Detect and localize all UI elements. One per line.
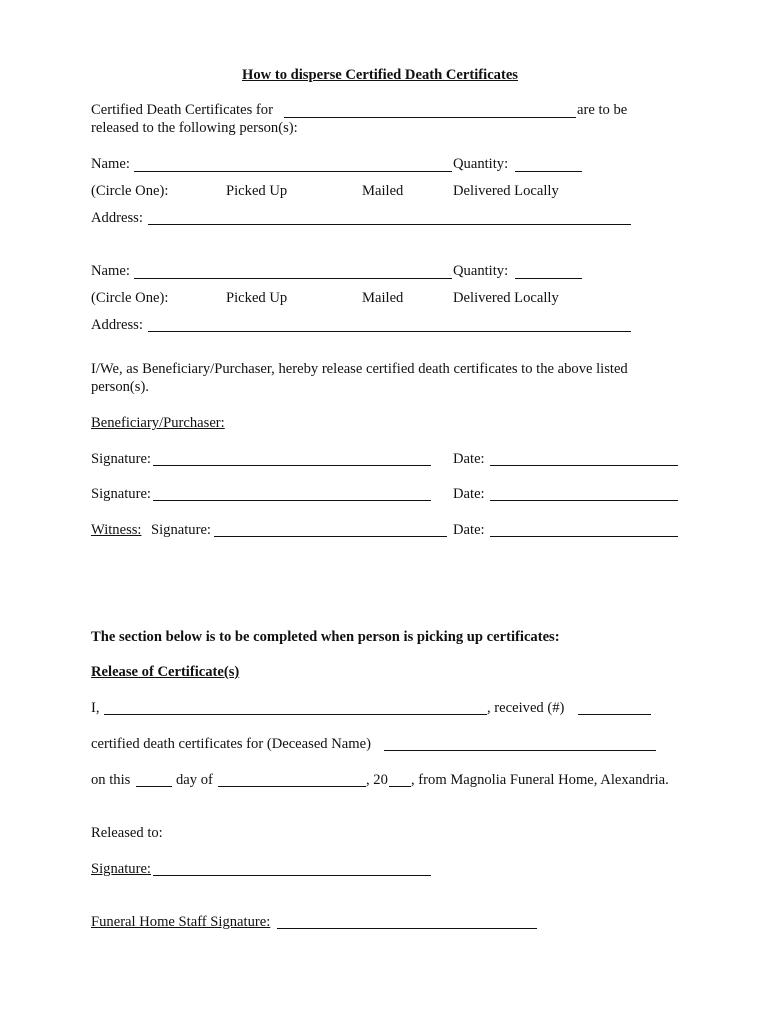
release-certs-for-label: certified death certificates for (Deceased Name) [91,736,371,752]
beneficiary-heading: Beneficiary/Purchaser: [91,415,225,431]
beneficiary-date-1-line[interactable] [490,465,678,466]
recipient-1-quantity-label: Quantity: [453,156,509,172]
release-received-label: , received (#) [487,700,565,716]
beneficiary-date-1-label: Date: [453,451,485,467]
section-note: The section below is to be completed when person is picking up certificates: [91,629,560,645]
release-year-prefix: , 20 [366,772,388,788]
recipient-1-circle-label: (Circle One): [91,183,169,199]
release-day-of-label: day of [176,772,213,788]
release-heading: Release of Certificate(s) [91,664,240,680]
recipient-1-address-line[interactable] [148,224,631,225]
recipient-2-quantity-line[interactable] [515,278,582,279]
page-title: How to disperse Certified Death Certificates [242,67,518,83]
recipient-1-address-label: Address: [91,210,143,226]
recipient-1-option-delivered[interactable]: Delivered Locally [453,183,559,199]
intro-prefix: Certified Death Certificates for [91,102,273,118]
release-count-line[interactable] [578,714,651,715]
release-i-label: I, [91,700,100,716]
recipient-2-address-line[interactable] [148,331,631,332]
release-on-this-label: on this [91,772,131,788]
recipient-2-address-label: Address: [91,317,143,333]
recipient-2-option-mailed[interactable]: Mailed [362,290,404,306]
release-statement-line1: I/We, as Beneficiary/Purchaser, hereby release certified death certificates to the above listed [91,361,628,377]
recipient-1-name-line[interactable] [134,171,452,172]
beneficiary-signature-2-label: Signature: [91,486,151,502]
beneficiary-date-2-line[interactable] [490,500,678,501]
staff-signature-line[interactable] [277,928,537,929]
staff-signature-label: Funeral Home Staff Signature: [91,914,271,930]
release-statement-line2: person(s). [91,379,149,395]
release-deceased-name-line[interactable] [384,750,656,751]
recipient-1-quantity-line[interactable] [515,171,582,172]
released-to-signature-label: Signature: [91,861,151,877]
recipient-2-quantity-label: Quantity: [453,263,509,279]
recipient-2-option-delivered[interactable]: Delivered Locally [453,290,559,306]
recipient-2-option-picked-up[interactable]: Picked Up [226,290,288,306]
witness-label: Witness: [91,522,142,538]
beneficiary-signature-1-label: Signature: [91,451,151,467]
released-to-signature-line[interactable] [153,875,431,876]
release-year-line[interactable] [389,786,411,787]
recipient-2-name-line[interactable] [134,278,452,279]
witness-signature-label: Signature: [151,522,211,538]
intro-line2: released to the following person(s): [91,120,298,136]
beneficiary-date-2-label: Date: [453,486,485,502]
release-day-line[interactable] [136,786,172,787]
recipient-2-name-label: Name: [91,263,130,279]
release-month-line[interactable] [218,786,366,787]
intro-suffix: are to be [577,102,628,118]
beneficiary-signature-2-line[interactable] [153,500,431,501]
release-from-text: , from Magnolia Funeral Home, Alexandria. [411,772,669,788]
recipient-1-option-mailed[interactable]: Mailed [362,183,404,199]
recipient-1-name-label: Name: [91,156,130,172]
recipient-1-option-picked-up[interactable]: Picked Up [226,183,288,199]
beneficiary-signature-1-line[interactable] [153,465,431,466]
deceased-name-line[interactable] [284,117,576,118]
release-recipient-name-line[interactable] [104,714,487,715]
witness-date-line[interactable] [490,536,678,537]
recipient-2-circle-label: (Circle One): [91,290,169,306]
released-to-label: Released to: [91,825,163,841]
witness-signature-line[interactable] [214,536,447,537]
witness-date-label: Date: [453,522,485,538]
